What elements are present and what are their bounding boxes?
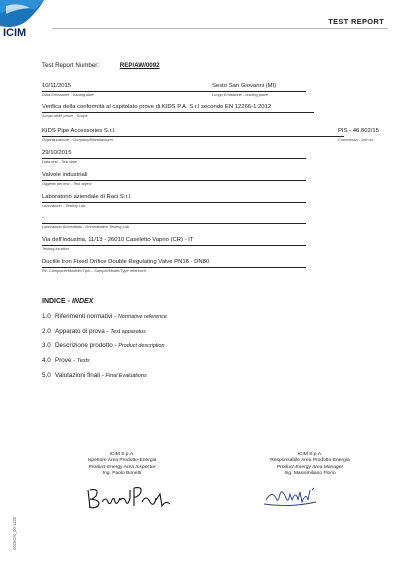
header-rule bbox=[52, 28, 388, 29]
issue-place-label: Luogo Emissione - Issuing place bbox=[212, 92, 269, 97]
signatory-role-en: Product-Energy Area Inspector bbox=[88, 464, 156, 470]
index-title: INDICE - INDEX bbox=[42, 298, 94, 305]
signatory-role-en: Product-Energy Area Manager bbox=[276, 464, 344, 470]
signatory-name: Ing. Paolo Bonetti bbox=[102, 471, 142, 477]
job-number-value: PIS - 46.802/15 bbox=[338, 128, 379, 134]
sample-label: Rif. Campione/Modello/Tipo – Sample/Model/Type reference bbox=[42, 268, 147, 273]
testing-lab-label: Laboratorio - Testing Lab bbox=[42, 203, 86, 208]
report-number-label: Test Report Number: bbox=[42, 62, 100, 69]
test-object-field bbox=[42, 172, 306, 186]
job-number bbox=[338, 128, 379, 142]
accredited-lab-value: - bbox=[42, 215, 44, 221]
svg-text:ICIM: ICIM bbox=[3, 27, 27, 39]
organization-value: KIDS Pipe Accessories S.r.l. bbox=[42, 128, 116, 134]
index-item[interactable]: 3.0 Descrizione prodotto - Product description bbox=[42, 342, 165, 350]
accredited-lab-label: Laboratorio Accreditato - Accreditation Testing Lab bbox=[42, 224, 129, 229]
scope-value: Verifica della conformità al capitolato prove di KIDS P.A. S.r.l secondo EN 12266-1:2012 bbox=[42, 104, 272, 110]
organization-label: Organizzazione - Company/Manufacturer bbox=[42, 137, 114, 142]
signatory-role: Ispettore Area Prodotto-Energia bbox=[87, 458, 157, 464]
document-code: 0025CM_00 1126 bbox=[12, 517, 17, 550]
issue-date-label: Data Emissione - Issuing date bbox=[42, 92, 94, 97]
testing-location-label: Testing location bbox=[42, 246, 69, 251]
test-date-field bbox=[42, 150, 306, 164]
testing-location-field bbox=[42, 237, 306, 251]
scope-field bbox=[42, 104, 314, 118]
test-object-value: Valvole industriali bbox=[42, 172, 88, 178]
testing-location-value: Via dell'Industria, 11/13 - 26010 Caseletto Vaprio (CR) - IT bbox=[42, 237, 194, 243]
sample-value: Ductile Iron Fixed Orifice Double Regulating Valve PN16 - DN80 bbox=[42, 259, 210, 265]
issue-field-row bbox=[42, 83, 306, 97]
signature-right-image bbox=[260, 484, 330, 510]
index-list bbox=[42, 313, 167, 386]
test-object-label: Oggetto dei test - Test object bbox=[42, 181, 92, 186]
index-item[interactable]: 2.0 Apparato di prova - Test apparatus bbox=[42, 327, 146, 335]
job-number-label: Commessa - Job no. bbox=[338, 137, 374, 142]
signature-block-left bbox=[52, 452, 192, 478]
report-number-value: REP/AW/0092 bbox=[119, 62, 160, 69]
index-item[interactable]: 1.0 Riferimenti normativi - Normative reference bbox=[42, 313, 167, 320]
issue-place bbox=[212, 83, 276, 97]
index-item[interactable]: 5.0 Valutazioni finali - Final Evaluations bbox=[42, 371, 147, 379]
test-date-label: Data test - Test date bbox=[42, 159, 77, 164]
signatory-role: Responsabile Area Prodotto-Energia bbox=[270, 458, 350, 464]
organization-field bbox=[42, 128, 379, 142]
icim-logo bbox=[0, 0, 56, 48]
scope-label: Scopo delle prove - Scope bbox=[42, 113, 88, 118]
signatory-name: Ing. Massimiliano Florio bbox=[284, 471, 336, 477]
report-number-row bbox=[42, 62, 160, 69]
test-date-value: 29/10/2015 bbox=[42, 150, 72, 156]
testing-lab-value: Laboratorio aziendale di Raci S.r.l. bbox=[42, 194, 132, 200]
sample-field bbox=[42, 259, 306, 273]
signature-block-right bbox=[240, 452, 380, 478]
issue-place-value: Sesto San Giovanni (MI) bbox=[212, 83, 277, 89]
testing-lab-field bbox=[42, 194, 306, 208]
index-item[interactable]: 4.0 Prove - Tests bbox=[42, 357, 90, 365]
signatory-company: ICIM S.p.A. bbox=[109, 452, 135, 457]
accredited-lab-field bbox=[42, 215, 306, 229]
signature-left-image bbox=[84, 482, 180, 512]
issue-date-value: 10/11/2015 bbox=[42, 83, 72, 89]
report-title: TEST REPORT bbox=[328, 17, 384, 26]
signatory-company: ICIM S.p.A. bbox=[297, 452, 323, 457]
